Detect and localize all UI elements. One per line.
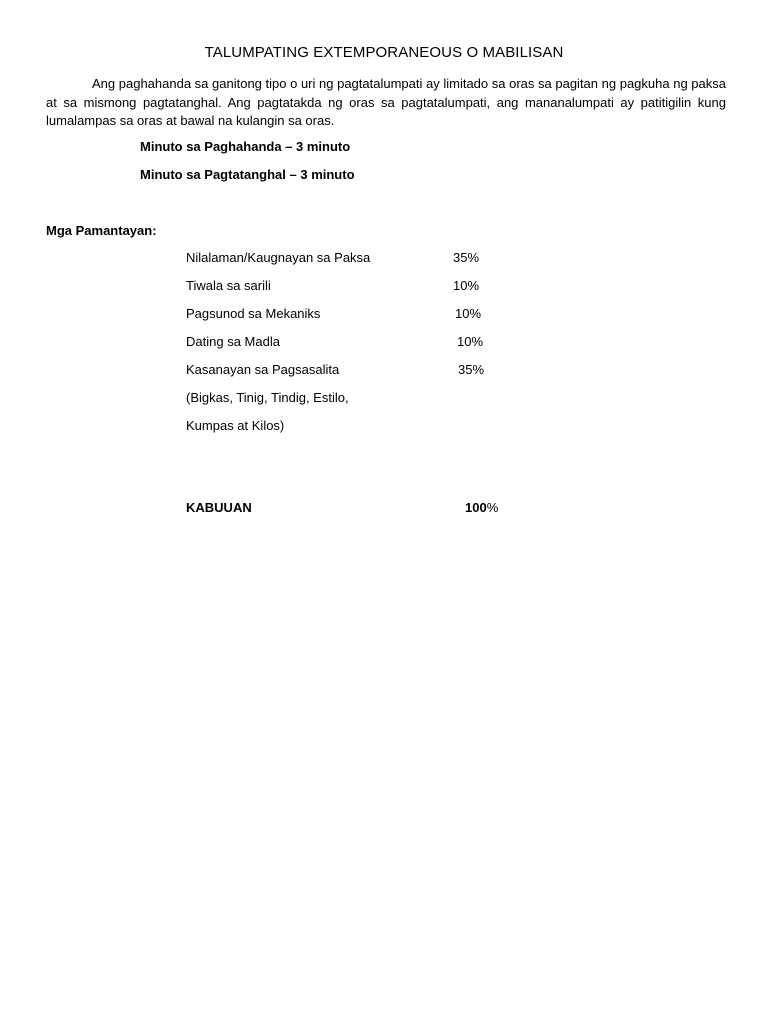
total-number: 100: [465, 500, 487, 515]
criterion-label: Tiwala sa sarili: [186, 278, 271, 293]
criterion-weight: 35%: [458, 362, 485, 377]
criterion-weight: 10%: [453, 278, 480, 293]
criterion-note: Kumpas at Kilos): [186, 418, 285, 433]
criterion-label: Pagsunod sa Mekaniks: [186, 306, 321, 321]
criterion-label: Kasanayan sa Pagsasalita: [186, 362, 340, 377]
total-value: [465, 500, 498, 515]
criterion-note: (Bigkas, Tinig, Tindig, Estilo,: [186, 390, 349, 405]
criteria-heading: Mga Pamantayan:: [46, 223, 157, 238]
criterion-weight: 35%: [453, 250, 480, 265]
criterion-label: Dating sa Madla: [186, 334, 280, 349]
preparation-time: Minuto sa Paghahanda – 3 minuto: [140, 139, 351, 154]
delivery-time: Minuto sa Pagtatanghal – 3 minuto: [140, 167, 355, 182]
intro-paragraph: Ang paghahanda sa ganitong tipo o uri ng pagtatalumpati ay limitado sa oras sa pagitan ng pagkuha ng paksa at sa mismong pagtatanghal. Ang pagtatakda ng oras sa pagtatalumpati, ang mananalumpati ay patitigilin kung lumalampas sa oras at bawal na kulangin sa oras.: [46, 76, 726, 128]
criterion-label: Nilalaman/Kaugnayan sa Paksa: [186, 250, 371, 265]
document-title: TALUMPATING EXTEMPORANEOUS O MABILISAN: [204, 44, 564, 61]
criterion-weight: 10%: [457, 334, 484, 349]
criterion-weight: 10%: [455, 306, 482, 321]
total-label: KABUUAN: [186, 500, 252, 515]
total-unit: %: [486, 500, 499, 515]
